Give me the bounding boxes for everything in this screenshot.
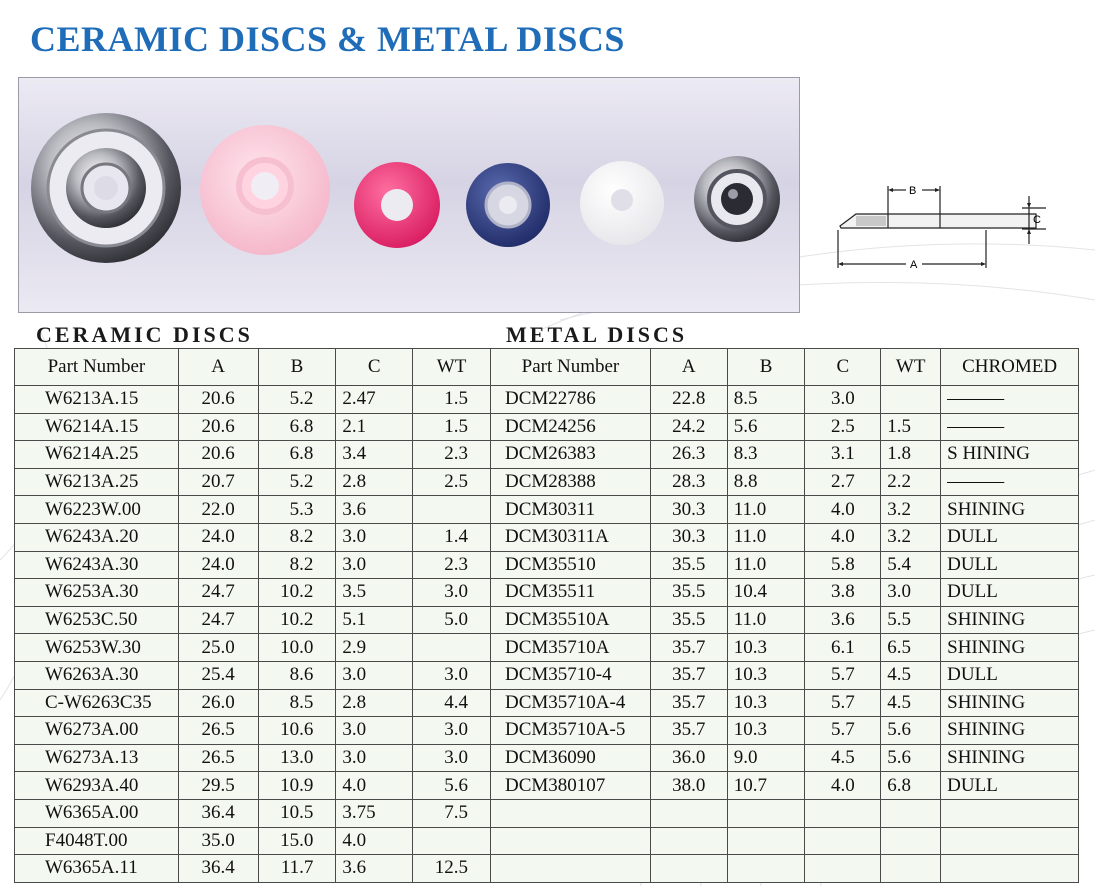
table-cell — [650, 827, 727, 855]
table-cell: 4.5 — [881, 689, 941, 717]
table-cell: DCM28388 — [491, 468, 651, 496]
table-cell: 2.47 — [336, 386, 413, 414]
table-cell: DCM380107 — [491, 772, 651, 800]
table-row — [15, 413, 491, 441]
table-cell — [491, 855, 651, 883]
table-cell — [881, 386, 941, 414]
table-row — [15, 827, 491, 855]
table-cell: 35.5 — [650, 606, 727, 634]
table-cell: 5.2 — [258, 468, 336, 496]
table-row — [15, 496, 491, 524]
table-row — [491, 441, 1079, 469]
table-cell — [491, 827, 651, 855]
table-cell: 3.6 — [336, 496, 413, 524]
table-row — [15, 551, 491, 579]
table-cell: 24.0 — [178, 523, 258, 551]
table-cell: DCM35510 — [491, 551, 651, 579]
table-cell: DULL — [941, 661, 1079, 689]
table-row — [15, 855, 491, 883]
table-cell: 2.1 — [336, 413, 413, 441]
table-cell — [491, 799, 651, 827]
table-cell: 12.5 — [413, 855, 491, 883]
table-cell: 3.0 — [336, 717, 413, 745]
table-header-row — [15, 349, 491, 386]
ceramic-discs-heading: CERAMIC DISCS — [36, 322, 253, 347]
table-row — [15, 744, 491, 772]
table-cell: 3.0 — [413, 661, 491, 689]
column-header: B — [258, 349, 336, 386]
table-cell — [413, 634, 491, 662]
table-cell: 2.8 — [336, 468, 413, 496]
table-cell: 11.0 — [727, 496, 805, 524]
table-cell: DCM35710A-4 — [491, 689, 651, 717]
page-title: CERAMIC DISCS & METAL DISCS — [30, 19, 625, 59]
table-cell: 8.5 — [258, 689, 336, 717]
metal-discs-table — [490, 348, 1079, 883]
table-row — [491, 634, 1079, 662]
table-cell: W6213A.25 — [15, 468, 179, 496]
table-cell: 8.6 — [258, 661, 336, 689]
table-row — [15, 772, 491, 800]
table-cell: W6273A.13 — [15, 744, 179, 772]
table-cell: 3.0 — [336, 744, 413, 772]
table-cell: 30.3 — [650, 523, 727, 551]
table-cell: 2.5 — [805, 413, 881, 441]
table-cell: 26.0 — [178, 689, 258, 717]
table-cell: 35.7 — [650, 634, 727, 662]
table-cell — [413, 827, 491, 855]
table-cell: 20.6 — [178, 413, 258, 441]
table-cell: W6253W.30 — [15, 634, 179, 662]
table-cell: 2.3 — [413, 441, 491, 469]
table-cell: 9.0 — [727, 744, 805, 772]
table-cell: 20.7 — [178, 468, 258, 496]
table-cell: C-W6263C35 — [15, 689, 179, 717]
table-cell: 3.2 — [881, 523, 941, 551]
table-cell: 26.5 — [178, 744, 258, 772]
table-cell: 10.3 — [727, 689, 805, 717]
table-row — [491, 551, 1079, 579]
table-cell: 26.5 — [178, 717, 258, 745]
table-cell: 25.0 — [178, 634, 258, 662]
table-cell: 10.9 — [258, 772, 336, 800]
table-cell: 24.2 — [650, 413, 727, 441]
table-cell: 3.0 — [805, 386, 881, 414]
table-cell: 10.2 — [258, 606, 336, 634]
table-cell: 2.8 — [336, 689, 413, 717]
table-cell: 3.0 — [413, 717, 491, 745]
table-row — [15, 606, 491, 634]
table-cell: DCM24256 — [491, 413, 651, 441]
ceramic-discs-table — [14, 348, 491, 883]
table-cell: 3.0 — [413, 579, 491, 607]
pink-ceramic-disc — [200, 125, 330, 255]
table-cell — [941, 855, 1079, 883]
diagram-label-a: A — [910, 259, 918, 271]
table-cell: 3.0 — [881, 579, 941, 607]
table-cell: 38.0 — [650, 772, 727, 800]
table-cell: 26.3 — [650, 441, 727, 469]
table-cell: 1.4 — [413, 523, 491, 551]
table-cell — [650, 855, 727, 883]
column-header: C — [805, 349, 881, 386]
table-cell: 7.5 — [413, 799, 491, 827]
table-cell: 5.8 — [805, 551, 881, 579]
table-row — [491, 855, 1079, 883]
table-cell: W6365A.00 — [15, 799, 179, 827]
table-cell: 24.7 — [178, 579, 258, 607]
product-photo — [18, 77, 800, 313]
table-cell: 8.5 — [727, 386, 805, 414]
table-row — [491, 413, 1079, 441]
table-cell: 35.7 — [650, 717, 727, 745]
table-row — [15, 717, 491, 745]
table-cell: 3.0 — [336, 551, 413, 579]
magenta-ceramic-disc — [354, 162, 440, 248]
table-row — [15, 579, 491, 607]
table-cell: 35.7 — [650, 689, 727, 717]
table-cell: 20.6 — [178, 441, 258, 469]
table-cell: 10.5 — [258, 799, 336, 827]
table-row — [491, 496, 1079, 524]
table-cell: DULL — [941, 772, 1079, 800]
table-cell: DCM35710A-5 — [491, 717, 651, 745]
table-cell: SHINING — [941, 744, 1079, 772]
table-row — [491, 523, 1079, 551]
table-cell: W6263A.30 — [15, 661, 179, 689]
column-header: A — [650, 349, 727, 386]
table-cell: W6253A.30 — [15, 579, 179, 607]
table-cell: 4.0 — [805, 496, 881, 524]
table-cell: 5.7 — [805, 661, 881, 689]
table-cell: 3.6 — [336, 855, 413, 883]
table-cell: 29.5 — [178, 772, 258, 800]
table-cell: 11.0 — [727, 606, 805, 634]
table-row — [491, 744, 1079, 772]
table-cell — [881, 855, 941, 883]
diagram-label-c: C — [1033, 214, 1041, 226]
column-header: A — [178, 349, 258, 386]
table-cell: W6214A.25 — [15, 441, 179, 469]
table-row — [491, 827, 1079, 855]
table-cell: 3.0 — [413, 744, 491, 772]
table-cell: 6.1 — [805, 634, 881, 662]
table-cell: 1.8 — [881, 441, 941, 469]
table-cell: 5.6 — [881, 717, 941, 745]
table-cell: 6.5 — [881, 634, 941, 662]
table-cell: SHINING — [941, 717, 1079, 745]
table-cell: 5.2 — [258, 386, 336, 414]
table-cell: 10.3 — [727, 634, 805, 662]
table-row — [491, 468, 1079, 496]
table-cell: 4.4 — [413, 689, 491, 717]
table-cell: 36.4 — [178, 799, 258, 827]
column-header: WT — [881, 349, 941, 386]
table-row — [15, 386, 491, 414]
table-cell: 8.3 — [727, 441, 805, 469]
table-cell: SHINING — [941, 496, 1079, 524]
table-cell: 13.0 — [258, 744, 336, 772]
table-cell: 3.1 — [805, 441, 881, 469]
table-cell: W6223W.00 — [15, 496, 179, 524]
table-cell: 22.0 — [178, 496, 258, 524]
table-row — [15, 468, 491, 496]
table-cell: 10.3 — [727, 661, 805, 689]
table-cell: 6.8 — [258, 413, 336, 441]
table-cell: 8.8 — [727, 468, 805, 496]
table-cell: S HINING — [941, 441, 1079, 469]
table-cell: 3.8 — [805, 579, 881, 607]
table-cell: 4.0 — [336, 772, 413, 800]
table-cell: 4.5 — [881, 661, 941, 689]
table-cell: W6273A.00 — [15, 717, 179, 745]
table-cell: 15.0 — [258, 827, 336, 855]
table-cell: DCM35710-4 — [491, 661, 651, 689]
table-cell: 11.7 — [258, 855, 336, 883]
table-cell: 5.6 — [413, 772, 491, 800]
table-cell: ——— — [941, 468, 1079, 496]
table-cell — [413, 496, 491, 524]
table-cell: 3.0 — [336, 523, 413, 551]
table-row — [15, 441, 491, 469]
table-cell: 4.0 — [805, 772, 881, 800]
table-row — [15, 523, 491, 551]
table-row — [491, 661, 1079, 689]
steel-disc-small — [694, 156, 780, 242]
table-cell: 30.3 — [650, 496, 727, 524]
table-cell: 2.9 — [336, 634, 413, 662]
table-cell: 3.75 — [336, 799, 413, 827]
table-cell — [650, 799, 727, 827]
table-cell: 24.0 — [178, 551, 258, 579]
table-cell: 10.3 — [727, 717, 805, 745]
table-cell: SHINING — [941, 689, 1079, 717]
table-cell: 25.4 — [178, 661, 258, 689]
table-cell: F4048T.00 — [15, 827, 179, 855]
table-cell — [727, 827, 805, 855]
table-cell: 28.3 — [650, 468, 727, 496]
table-cell: DULL — [941, 551, 1079, 579]
table-cell — [881, 799, 941, 827]
table-cell: 2.2 — [881, 468, 941, 496]
table-cell: 36.4 — [178, 855, 258, 883]
table-cell: DCM30311 — [491, 496, 651, 524]
column-header: C — [336, 349, 413, 386]
table-cell: SHINING — [941, 634, 1079, 662]
table-row — [15, 634, 491, 662]
table-cell: 10.0 — [258, 634, 336, 662]
table-row — [491, 772, 1079, 800]
table-cell: 6.8 — [258, 441, 336, 469]
navy-ceramic-disc — [466, 163, 550, 247]
table-cell: W6214A.15 — [15, 413, 179, 441]
table-cell: 35.5 — [650, 579, 727, 607]
table-cell: 1.5 — [881, 413, 941, 441]
table-cell: 35.7 — [650, 661, 727, 689]
diagram-label-b: B — [909, 185, 917, 197]
table-cell: 3.5 — [336, 579, 413, 607]
column-header: WT — [413, 349, 491, 386]
table-cell: DULL — [941, 523, 1079, 551]
column-header: Part Number — [15, 349, 179, 386]
table-cell: 11.0 — [727, 523, 805, 551]
table-cell: 10.4 — [727, 579, 805, 607]
table-row — [15, 799, 491, 827]
table-cell — [805, 827, 881, 855]
disc-dimension-diagram — [836, 178, 1056, 278]
table-cell: 5.5 — [881, 606, 941, 634]
table-cell: 10.6 — [258, 717, 336, 745]
table-cell — [805, 855, 881, 883]
table-cell — [941, 799, 1079, 827]
table-cell: ——— — [941, 386, 1079, 414]
column-header: Part Number — [491, 349, 651, 386]
table-cell: 2.5 — [413, 468, 491, 496]
table-cell: 6.8 — [881, 772, 941, 800]
table-row — [491, 689, 1079, 717]
table-cell: SHINING — [941, 606, 1079, 634]
table-cell — [727, 799, 805, 827]
table-cell: 8.2 — [258, 551, 336, 579]
table-cell: 5.0 — [413, 606, 491, 634]
table-header-row — [491, 349, 1079, 386]
table-cell: DCM35511 — [491, 579, 651, 607]
table-cell: W6293A.40 — [15, 772, 179, 800]
table-cell: W6243A.30 — [15, 551, 179, 579]
table-cell: 3.6 — [805, 606, 881, 634]
table-cell: 10.7 — [727, 772, 805, 800]
table-cell: W6213A.15 — [15, 386, 179, 414]
column-header: CHROMED — [941, 349, 1079, 386]
table-row — [491, 606, 1079, 634]
table-cell: 1.5 — [413, 386, 491, 414]
table-row — [491, 386, 1079, 414]
column-header: B — [727, 349, 805, 386]
table-cell: 4.0 — [805, 523, 881, 551]
table-cell — [727, 855, 805, 883]
table-cell: W6365A.11 — [15, 855, 179, 883]
table-cell — [941, 827, 1079, 855]
table-cell: DCM35510A — [491, 606, 651, 634]
table-cell: 4.5 — [805, 744, 881, 772]
table-row — [491, 799, 1079, 827]
white-ceramic-disc — [580, 161, 664, 245]
table-cell: 35.5 — [650, 551, 727, 579]
table-cell — [881, 827, 941, 855]
table-cell: 3.4 — [336, 441, 413, 469]
table-cell: 22.8 — [650, 386, 727, 414]
table-cell: 2.7 — [805, 468, 881, 496]
table-cell: DCM35710A — [491, 634, 651, 662]
table-row — [491, 579, 1079, 607]
table-cell: 35.0 — [178, 827, 258, 855]
table-cell: W6253C.50 — [15, 606, 179, 634]
table-cell: 5.7 — [805, 717, 881, 745]
table-cell: W6243A.20 — [15, 523, 179, 551]
table-cell: DCM30311A — [491, 523, 651, 551]
table-cell: ——— — [941, 413, 1079, 441]
table-cell: 24.7 — [178, 606, 258, 634]
steel-disc-large — [31, 113, 181, 263]
table-cell: 5.7 — [805, 689, 881, 717]
table-cell: DCM26383 — [491, 441, 651, 469]
table-cell: 10.2 — [258, 579, 336, 607]
table-cell: DCM22786 — [491, 386, 651, 414]
table-cell: 3.0 — [336, 661, 413, 689]
table-cell: DCM36090 — [491, 744, 651, 772]
table-cell: 11.0 — [727, 551, 805, 579]
table-cell: 2.3 — [413, 551, 491, 579]
table-cell: 4.0 — [336, 827, 413, 855]
table-cell: 5.3 — [258, 496, 336, 524]
table-cell: 1.5 — [413, 413, 491, 441]
table-cell: 5.4 — [881, 551, 941, 579]
table-row — [15, 689, 491, 717]
table-cell: 5.1 — [336, 606, 413, 634]
table-cell: 8.2 — [258, 523, 336, 551]
table-row — [15, 661, 491, 689]
table-cell: 5.6 — [727, 413, 805, 441]
table-cell: 5.6 — [881, 744, 941, 772]
metal-discs-heading: METAL DISCS — [506, 322, 688, 347]
table-cell — [805, 799, 881, 827]
table-cell: 20.6 — [178, 386, 258, 414]
table-cell: 3.2 — [881, 496, 941, 524]
table-row — [491, 717, 1079, 745]
table-cell: 36.0 — [650, 744, 727, 772]
table-cell: DULL — [941, 579, 1079, 607]
